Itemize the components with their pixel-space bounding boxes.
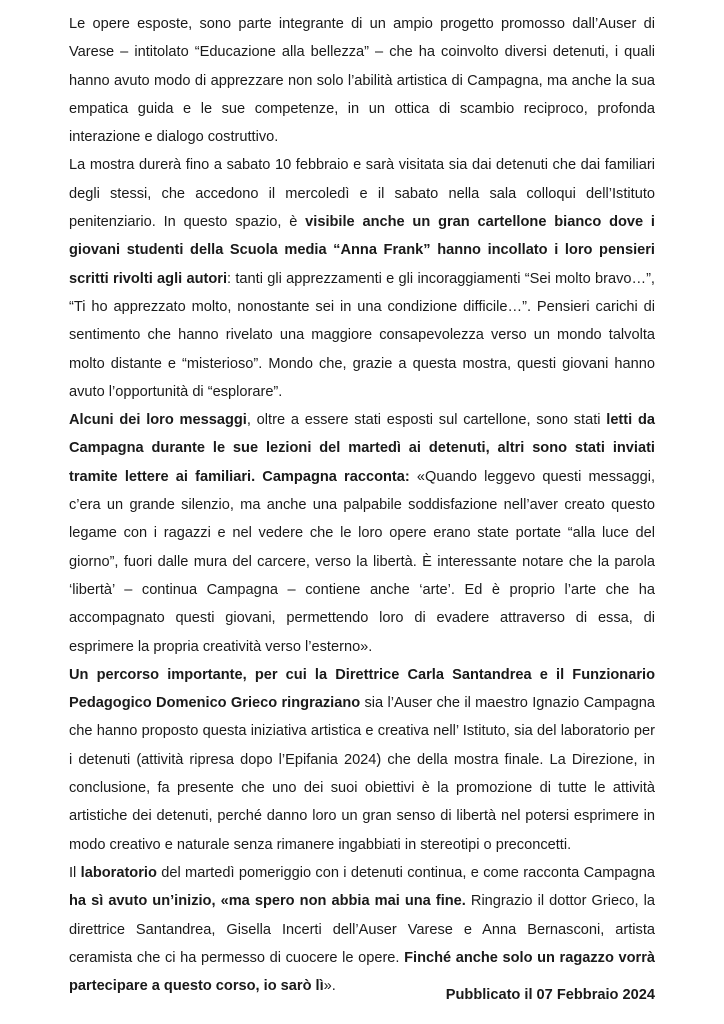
text-run: Ringrazio il dottor Grieco, la direttrice Santandrea, Gisella Incerti dell’Auser Varese e Anna Bernasconi, artista ceramista che ci ha permesso di cuocere le opere. xyxy=(69,893,655,966)
text-run-bold: Finché anche solo un ragazzo vorrà partecipare a questo corso, io sarò lì xyxy=(69,949,655,995)
text-run: La mostra durerà fino a sabato 10 febbraio e sarà visitata sia dai detenuti che dai familiari degli stessi, che accedono il mercoledì e il sabato nella sala colloqui dell’Istituto penitenziario. In questo spazio, è xyxy=(69,157,655,231)
text-run: del martedì pomeriggio con i detenuti continua, e come racconta Campagna xyxy=(156,864,655,881)
article-body xyxy=(69,10,655,1000)
text-run: «Quando leggevo questi messaggi, c’era un grande silenzio, ma anche una palpabile soddisfazione nell’aver creato questo legame con i ragazzi e nel vedere che le loro opere erano state portate “alla luce del giorno”, fuori dalle mura del carcere, verso la libertà. È interessante notare che la parola ‘libertà’ – continua Campagna – contiene anche ‘arte’. Ed è proprio l’arte che ha accompagnato questi giovani, permettendo loro di evadere attraverso di essa, di esprimere la propria creatività verso l’esterno». xyxy=(69,468,655,655)
text-run: ». xyxy=(323,978,336,995)
text-run-bold: Alcuni dei loro messaggi xyxy=(69,412,247,429)
paragraph-workshop xyxy=(69,859,655,1000)
text-run-bold: ha sì avuto un’inizio, «ma spero non abbia mai una fine. xyxy=(69,893,466,910)
text-run: , oltre a essere stati esposti sul cartellone, sono stati xyxy=(246,412,607,429)
text-run-bold: Un percorso importante, per cui la Direttrice Carla Santandrea e il Funzionario Pedagogico Domenico Grieco ringraziano xyxy=(69,666,655,712)
text-run-bold: letti da Campagna durante le sue lezioni del martedì ai detenuti, altri sono stati inviati tramite lettere ai familiari. Campagna racconta: xyxy=(69,412,656,485)
paragraph-exhibition-dates xyxy=(69,151,655,406)
text-run-bold: laboratorio xyxy=(80,864,157,881)
text-run: : tanti gli apprezzamenti e gli incoraggiamenti “Sei molto bravo…”, “Ti ho apprezzato molto, nonostante sei in una condizione difficile…”. Pensieri carichi di sentimento che hanno rivelato una maggiore consapevolezza verso un mondo talvolta molto distante e “misterioso”. Mondo che, grazie a questa mostra, questi giovani hanno avuto l’opportunità di “esplorare”. xyxy=(69,270,655,400)
text-run: Le opere esposte, sono parte integrante di un ampio progetto promosso dall’Auser di Varese – intitolato “Educazione alla bellezza” – che ha coinvolto diversi detenuti, i quali hanno avuto modo di apprezzare non solo l’abilità artistica di Campagna, ma anche la sua empatica guida e le sue competenze, in un ottica di scambio reciproco, profonda interazione e dialogo costruttivo. xyxy=(69,16,655,146)
paragraph-acknowledgements xyxy=(69,661,655,859)
text-run: sia l’Auser che il maestro Ignazio Campagna che hanno proposto questa iniziativa artistica e creativa nell’ Istituto, sia del laboratorio per i detenuti (attività ripresa dopo l’Epifania 2024) che della mostra finale. La Direzione, in conclusione, fa presente che uno dei suoi obiettivi è la promozione di tutte le attività artistiche dei detenuti, perché danno loro un gran senso di libertà nel potersi esprimere in modo creativo e naturale senza rimanere ingabbiati in stereotipi o preconcetti. xyxy=(69,695,655,853)
paragraph-student-messages xyxy=(69,406,655,661)
published-date: Pubblicato il 07 Febbraio 2024 xyxy=(445,987,655,1003)
paragraph-exhibition-project xyxy=(69,10,655,151)
text-run-bold: visibile anche un gran cartellone bianco dove i giovani studenti della Scuola media “Anna Frank” hanno incollato i loro pensieri scritti rivolti agli autori xyxy=(69,214,655,287)
text-run: Il xyxy=(69,864,81,881)
